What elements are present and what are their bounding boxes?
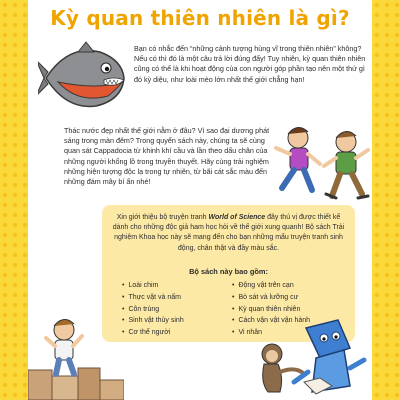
page-content [28, 0, 372, 400]
list-item: • Cơ thể người [122, 327, 232, 339]
series-intro-text [112, 213, 345, 254]
series-list-left [122, 280, 232, 339]
list-item: • Thực vật và nấm [122, 292, 232, 304]
list-item: • Côn trùng [122, 304, 232, 316]
series-intro-after: đây thú vị được thiết kế dành cho những độc giả ham học hỏi về thế giới xung quanh! Bộ sách Trải nghiệm Khoa học này sẽ mang đến cho bạn những mẩu truyện tranh sinh động, chân thật và đầy màu sắc. [112, 214, 345, 252]
list-item: • Loài chim [122, 280, 232, 292]
series-list-title: Bộ sách này bao gồm: [189, 267, 268, 276]
boy-on-rocks-illustration [28, 312, 124, 400]
piranha-fish-illustration [38, 38, 130, 116]
intro-paragraph: Bạn có nhắc đến “những cảnh tượng hùng vĩ trong thiên nhiên” không? Nếu có thì đó là một câu trả lời đúng đấy! Tuy nhiên, kỳ quan thiên nhiên cũng có thể là khi hoạt động của con người góp phần tạo nên một thứ gì đó kỳ diệu, như loài mèo lớn nhất thế giới chẳng hạn! [134, 44, 366, 84]
list-item: • Sinh vật thủy sinh [122, 315, 232, 327]
series-intro-before: Xin giới thiệu bộ truyện tranh [116, 214, 209, 221]
left-dotted-border [0, 0, 28, 400]
list-item: • Kỳ quan thiên nhiên [232, 304, 342, 316]
right-dotted-border [372, 0, 400, 400]
list-item: • Động vật trên cạn [232, 280, 342, 292]
list-item: • Vi nhân [232, 327, 342, 339]
monkey-blue-creature-illustration [246, 316, 372, 400]
list-item: • Bò sát và lưỡng cư [232, 292, 342, 304]
list-item: • Cách vận vật vận hành [232, 315, 342, 327]
questions-paragraph: Thác nước đẹp nhất thế giới nằm ở đâu? Vì sao đại dương phát sáng trong màn đêm? Trong quyển sách này, chúng ta sẽ cùng quan sát Cappadocia từ khinh khí cầu và lần theo dấu chân của những người khổng lồ trong truyền thuyết. Hãy cùng trải nghiệm những hiện tượng độc lạ trong tự nhiên, từ bãi cát sắc màu đến những đám mây bí ẩn nhé! [64, 126, 270, 187]
series-name: World of Science [208, 214, 266, 221]
running-kids-illustration [272, 118, 372, 204]
page-title: Kỳ quan thiên nhiên là gì? [50, 6, 350, 30]
